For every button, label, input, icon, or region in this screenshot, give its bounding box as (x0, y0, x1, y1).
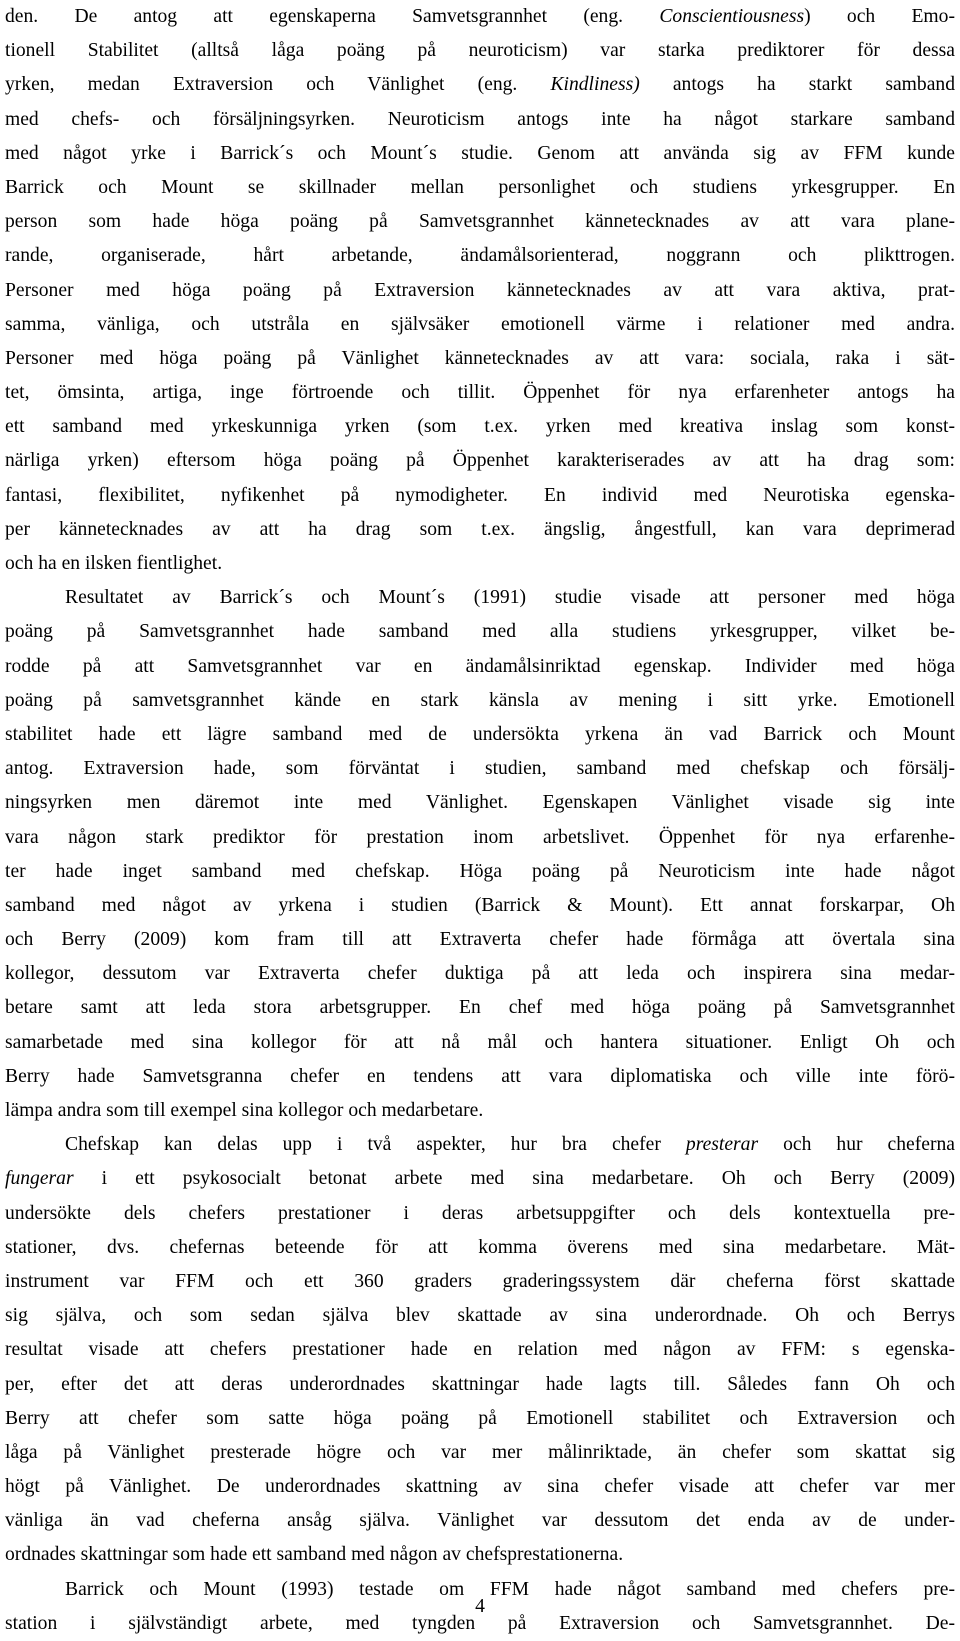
text-line: kollegor, dessutom var Extraverta chefer duktiga på att leda och inspirera sina medar- (5, 963, 955, 985)
italic-term: presterar (685, 1134, 759, 1156)
text-line: Resultatet av Barrick´s och Mount´s (1991) studie visade att personer med höga (65, 587, 955, 609)
italic-term: fungerar (5, 1168, 74, 1190)
text-line: med chefs- och försäljningsyrken. Neuroticism antogs inte ha något starkare samband (5, 108, 955, 130)
text-line: Personer med höga poäng på Extraversion kännetecknades av att vara aktiva, prat- (5, 279, 955, 301)
text-line: Berry hade Samvetsgranna chefer en tendens att vara diplomatiska och ville inte förö- (5, 1065, 955, 1087)
paragraph-3 (5, 1128, 955, 1572)
text-line: tionell Stabilitet (alltså låga poäng på neuroticism) var starka prediktorer för dessa (5, 40, 955, 62)
text-line: ter hade inget samband med chefskap. Höga poäng på Neuroticism inte hade något (5, 860, 955, 882)
text-line: yrken, medan Extraversion och Vänlighet (eng. Kindliness) antogs ha starkt samband (5, 74, 955, 96)
text-line: närliga yrken) eftersom höga poäng på Öppenhet karakteriserades av att ha drag som: (5, 450, 955, 472)
text-line: den. De antog att egenskaperna Samvetsgrannhet (eng. Conscientiousness) och Emo- (5, 6, 955, 27)
text-line: lämpa andra som till exempel sina kollegor och medarbetare. (5, 1100, 484, 1121)
text-line: vara någon stark prediktor för prestation inom arbetslivet. Öppenhet för nya erfarenhe- (5, 826, 955, 848)
text-line: antog. Extraversion hade, som förväntat i studien, samband med chefskap och försälj- (5, 758, 955, 780)
text-line: stabilitet hade ett lägre samband med de undersökta yrkena än vad Barrick och Mount (5, 723, 955, 745)
text-line: ordnades skattningar som hade ett samband med någon av chefsprestationerna. (5, 1544, 624, 1566)
text-line: betare samt att leda stora arbetsgrupper. En chef med höga poäng på Samvetsgrannhet (5, 997, 955, 1019)
text-line: Berry att chefer som satte höga poäng på Emotionell stabilitet och Extraversion och (5, 1407, 955, 1429)
text-line: och Berry (2009) kom fram till att Extraverta chefer hade förmåga att övertala sina (5, 929, 955, 951)
text-line: stationer, dvs. chefernas beteende för att komma överens med sina medarbetare. Mät- (5, 1236, 955, 1258)
text-line: sig själva, och som sedan själva blev skattade av sina underordnade. Oh och Berrys (5, 1305, 955, 1327)
paragraph-2 (5, 581, 955, 1128)
italic-term: Conscientiousness (659, 6, 805, 27)
text-line: och ha en ilsken fientlighet. (5, 553, 223, 574)
text-line: med något yrke i Barrick´s och Mount´s studie. Genom att använda sig av FFM kunde (5, 142, 955, 164)
text-line: Barrick och Mount (1993) testade om FFM hade något samband med chefers pre- (65, 1578, 955, 1600)
text-line: låga på Vänlighet presterade högre och var mer målinriktade, än chefer som skattat sig (5, 1441, 955, 1463)
text-line: fungerar i ett psykosocialt betonat arbete med sina medarbetare. Oh och Berry (2009) (5, 1168, 955, 1190)
text-line: högt på Vänlighet. De underordnades skattning av sina chefer visade att chefer var mer (5, 1476, 955, 1498)
page-number: 4 (475, 1596, 485, 1617)
text-line: samma, vänliga, och utstråla en självsäker emotionell värme i relationer med andra. (5, 313, 955, 335)
text-line: poäng på Samvetsgrannhet hade samband med alla studiens yrkesgrupper, vilket be- (5, 621, 955, 643)
text-line: vänliga än vad cheferna ansåg själva. Vänlighet var dessutom det enda av de under- (5, 1510, 955, 1532)
text-line: tet, ömsinta, artiga, inge förtroende och tillit. Öppenhet för nya erfarenheter antogs ha (5, 382, 955, 404)
text-line: Chefskap kan delas upp i två aspekter, hur bra chefer presterar och hur cheferna (65, 1134, 955, 1156)
text-line: station i självständigt arbete, med tyngden på Extraversion och Samvetsgrannhet. De- (5, 1612, 955, 1634)
text-line: rande, organiserade, hårt arbetande, ändamålsorienterad, noggrann och plikttrogen. (5, 245, 955, 267)
text-line: samband med något av yrkena i studien (Barrick & Mount). Ett annat forskarpar, Oh (5, 894, 955, 916)
text-line: instrument var FFM och ett 360 graders graderingssystem där cheferna först skattade (5, 1270, 955, 1292)
text-line: per, efter det att deras underordnades skattningar hade lagts till. Således fann Oh och (5, 1373, 955, 1395)
text-line: per kännetecknades av att ha drag som t.ex. ängslig, ångestfull, kan vara deprimerad (5, 518, 955, 540)
text-line: Barrick och Mount se skillnader mellan personlighet och studiens yrkesgrupper. En (5, 176, 955, 198)
text-line: Personer med höga poäng på Vänlighet kännetecknades av att vara: sociala, raka i sät- (5, 347, 955, 369)
document-page (5, 0, 955, 1641)
text-line: ett samband med yrkeskunniga yrken (som t.ex. yrken med kreativa inslag som konst- (5, 416, 955, 438)
italic-term: Kindliness) (550, 74, 640, 96)
text-line: ningsyrken men däremot inte med Vänlighet. Egenskapen Vänlighet visade sig inte (5, 792, 955, 814)
text-line: undersökte dels chefers prestationer i deras arbetsuppgifter och dels kontextuella pre- (5, 1202, 955, 1224)
paragraph-1 (5, 0, 955, 581)
text-line: resultat visade att chefers prestationer hade en relation med någon av FFM: s egenska- (5, 1339, 955, 1361)
text-line: poäng på samvetsgrannhet kände en stark känsla av mening i sitt yrke. Emotionell (5, 689, 955, 711)
text-line: person som hade höga poäng på Samvetsgrannhet kännetecknades av att vara plane- (5, 211, 955, 233)
text-line: rodde på att Samvetsgrannhet var en ändamålsinriktad egenskap. Individer med höga (5, 655, 955, 677)
text-line: samarbetade med sina kollegor för att nå mål och hantera situationer. Enligt Oh och (5, 1031, 955, 1053)
text-line: fantasi, flexibilitet, nyfikenhet på nymodigheter. En individ med Neurotiska egenska- (5, 484, 955, 506)
